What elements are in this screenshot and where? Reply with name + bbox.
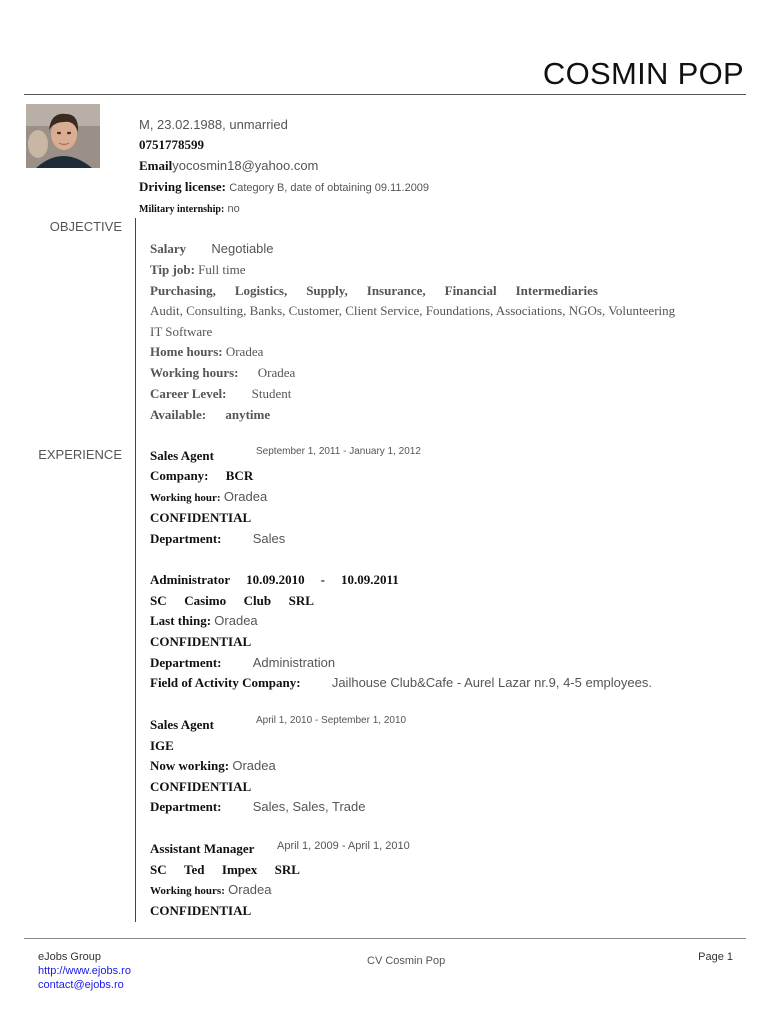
job3-location-value: Oradea [232, 758, 276, 773]
section-objective: OBJECTIVE [49, 219, 122, 234]
job2-department-row [150, 655, 335, 671]
job3-location-label: Now working: [150, 758, 230, 773]
footer-doc-title: CV Cosmin Pop [367, 955, 446, 967]
salary-label: Salary [150, 241, 187, 256]
job1-dates: September 1, 2011 - January 1, 2012 [256, 446, 421, 457]
job2-company-row [150, 593, 314, 609]
military-value: no [227, 203, 240, 215]
job2-title: Administrator [150, 572, 231, 587]
email-value: yocosmin18@yahoo.com [172, 158, 319, 173]
job3-department-row [150, 799, 365, 815]
career-value: Student [251, 386, 292, 401]
profile-photo [26, 104, 100, 168]
header-divider [24, 94, 746, 95]
job1-location-value: Oradea [223, 489, 268, 504]
footer-org: eJobs Group [38, 951, 101, 963]
home-hours-row [150, 344, 263, 360]
email-row [139, 158, 318, 174]
job4-company-word: SRL [274, 862, 300, 877]
portrait-image [26, 104, 100, 168]
available-value: anytime [225, 407, 271, 422]
job2-company-word: SC [150, 593, 167, 608]
domain-word: Purchasing, [150, 283, 216, 298]
job3-dept-value: Sales, Sales, Trade [252, 799, 366, 814]
tipjob-label: Tip job: [150, 262, 195, 277]
section-experience: EXPERIENCE [38, 447, 122, 462]
domain-word: Logistics, [234, 283, 288, 298]
driving-value: Category B, date of obtaining 09.11.2009 [229, 182, 430, 194]
section-vertical-line [135, 218, 136, 922]
job1-company-value: BCR [225, 468, 254, 483]
career-label: Career Level: [150, 386, 227, 401]
footer-page-number: Page 1 [698, 951, 733, 963]
job3-location-row [150, 758, 276, 774]
footer-divider [24, 938, 746, 939]
job3-company: IGE [150, 738, 174, 753]
job1-location-label: Working hour: [150, 492, 221, 504]
salary-row [150, 241, 274, 257]
job4-company-row [150, 862, 300, 878]
home-value: Oradea [225, 344, 264, 359]
cv-owner-name: COSMIN POP [542, 56, 744, 91]
career-level-row [150, 386, 291, 402]
footer-email-link[interactable]: contact@ejobs.ro [38, 979, 124, 991]
domain-word: Insurance, [366, 283, 426, 298]
job2-dept-value: Administration [252, 655, 336, 670]
job2-field-label: Field of Activity Company: [150, 675, 301, 690]
job2-location-row [150, 613, 258, 629]
job4-location-label: Working hours: [150, 885, 225, 897]
domain-word: Intermediaries [515, 283, 598, 298]
job3-confidential: CONFIDENTIAL [150, 779, 252, 794]
job2-title-row [150, 572, 399, 588]
job4-company-word: Impex [221, 862, 258, 877]
job4-company-word: Ted [184, 862, 205, 877]
basic-info: M, 23.02.1988, unmarried [139, 117, 288, 132]
job1-title: Sales Agent [150, 448, 214, 463]
domains-row-2: Audit, Consulting, Banks, Customer, Client Service, Foundations, Associations, NGOs, Volunteering [150, 303, 676, 318]
job1-confidential: CONFIDENTIAL [150, 510, 252, 525]
job2-date-to: 10.09.2011 [341, 572, 399, 587]
job1-location-row [150, 489, 267, 505]
job2-location-value: Oradea [214, 613, 258, 628]
job1-company-label: Company: [150, 468, 209, 483]
job2-company-word: SRL [288, 593, 314, 608]
working-value: Oradea [257, 365, 296, 380]
working-hours-row [150, 365, 295, 381]
job4-confidential: CONFIDENTIAL [150, 903, 252, 918]
job4-location-value: Oradea [228, 882, 272, 897]
job2-date-from: 10.09.2010 [246, 572, 305, 587]
job4-company-word: SC [150, 862, 167, 877]
job4-dates: April 1, 2009 - April 1, 2010 [277, 840, 410, 852]
job1-department-row [150, 531, 285, 547]
job2-location-label: Last thing: [150, 613, 212, 628]
job2-confidential: CONFIDENTIAL [150, 634, 252, 649]
job2-company-word: Club [243, 593, 272, 608]
domain-word: Financial [444, 283, 497, 298]
job3-title: Sales Agent [150, 717, 214, 732]
domains-row-3: IT Software [150, 324, 213, 339]
job2-dept-label: Department: [150, 655, 222, 670]
domains-row-1 [150, 283, 598, 299]
domain-word: Supply, [306, 283, 348, 298]
job1-company-row [150, 468, 253, 484]
phone-number: 0751778599 [139, 137, 204, 152]
salary-value: Negotiable [211, 241, 274, 256]
job1-dept-label: Department: [150, 531, 222, 546]
job2-field-value: Jailhouse Club&Cafe - Aurel Lazar nr.9, 4-5 employees. [331, 675, 652, 690]
job2-company-word: Casimo [184, 593, 227, 608]
working-label: Working hours: [150, 365, 239, 380]
military-label: Military internship: [139, 204, 225, 215]
home-label: Home hours: [150, 344, 223, 359]
available-label: Available: [150, 407, 207, 422]
job2-field-row [150, 675, 652, 691]
driving-license-row [139, 179, 429, 195]
job3-dates: April 1, 2010 - September 1, 2010 [256, 715, 407, 726]
tipjob-value: Full time [198, 262, 246, 277]
footer-url-link[interactable]: http://www.ejobs.ro [38, 965, 131, 977]
available-row [150, 407, 270, 423]
job4-title: Assistant Manager [150, 841, 255, 856]
job3-dept-label: Department: [150, 799, 222, 814]
military-row [139, 200, 240, 216]
email-label: Email [139, 158, 173, 173]
job2-dash: - [320, 572, 326, 587]
driving-label: Driving license: [139, 179, 227, 194]
tipjob-row [150, 262, 245, 278]
job4-location-row [150, 882, 272, 898]
job1-dept-value: Sales [252, 531, 286, 546]
